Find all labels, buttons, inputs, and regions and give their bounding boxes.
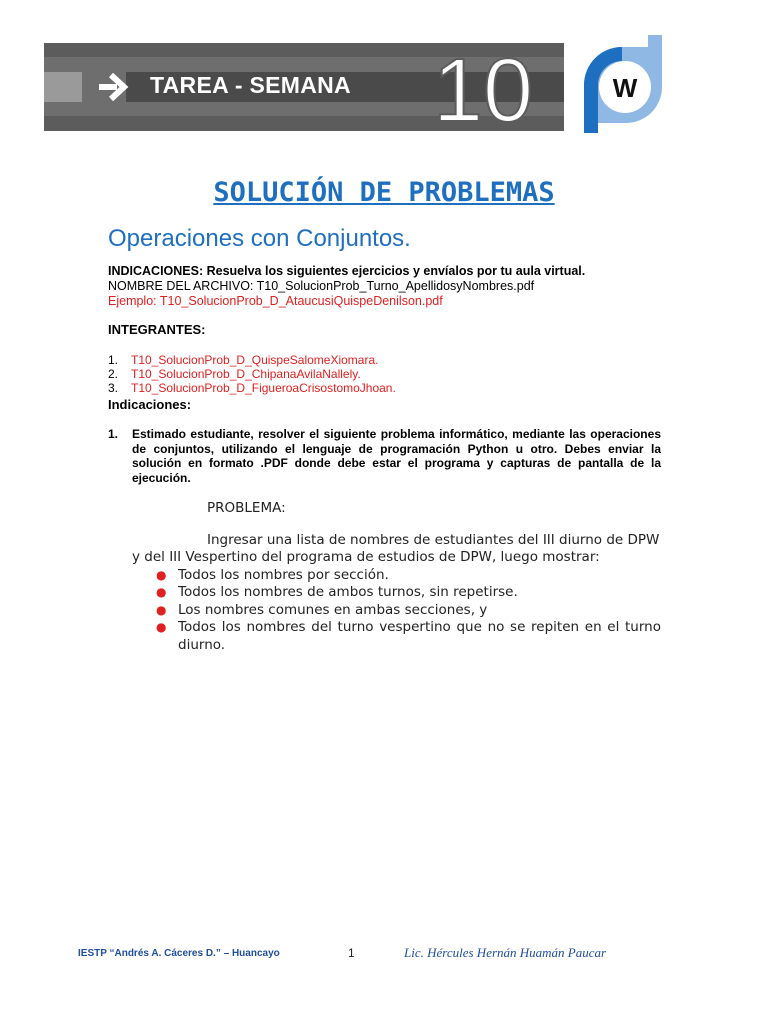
bullet-icon: ● [156,567,167,582]
task-item [108,427,661,485]
problem-bullets [132,567,661,655]
indications-heading: Indicaciones: [108,397,192,412]
members-heading: INTEGRANTES: [108,322,206,337]
bullet-text: Los nombres comunes en ambas secciones, y [178,601,488,618]
banner-title: TAREA - SEMANA [150,72,351,98]
week-number: 10 [433,41,534,141]
list-item [108,367,396,381]
list-number: 1. [108,353,119,367]
page-title: SOLUCIÓN DE PROBLEMAS [213,177,555,208]
list-item [108,353,396,367]
filename-format: NOMBRE DEL ARCHIVO: T10_SolucionProb_Turno_ApellidosyNombres.pdf [108,279,535,293]
problem-intro: Ingresar una lista de nombres de estudiantes del III diurno de DPW y del III Vespertino del programa de estudios de DPW, luego mostrar: [132,531,660,565]
list-item [132,619,661,654]
problem-label: PROBLEMA: [207,500,286,516]
bullet-text: Todos los nombres de ambos turnos, sin repetirse. [178,584,518,600]
arrow-right-icon [96,72,130,102]
task-number: 1. [108,427,119,441]
footer-author: Lic. Hércules Hernán Huamán Paucar [404,945,607,960]
member-name: T10_SolucionProb_D_QuispeSalomeXiomara. [131,353,379,367]
member-name: T10_SolucionProb_D_ChipanaAvilaNallely. [131,367,361,381]
list-item [132,584,661,602]
list-number: 2. [108,367,119,381]
bullet-icon: ● [156,602,167,617]
footer-institution: IESTP “Andrés A. Cáceres D.” – Huancayo [78,948,280,959]
list-item [132,567,661,585]
list-item [108,381,396,395]
list-number: 3. [108,381,119,395]
banner-arrow-box [44,72,82,102]
dpw-logo [578,35,666,133]
logo-letter: W [612,73,638,103]
members-list [108,353,396,395]
page-subtitle: Operaciones con Conjuntos. [108,225,411,252]
instructions-line: INDICACIONES: Resuelva los siguientes ejercicios y envíalos por tu aula virtual. [108,264,586,278]
bullet-text: Todos los nombres del turno vespertino que no se repiten en el turno diurno. [178,619,661,653]
bullet-icon: ● [156,620,167,634]
problem-block [132,500,661,654]
bullet-icon: ● [156,585,167,599]
page-number: 1 [348,946,355,960]
instructions-block [108,264,585,309]
task-text: Estimado estudiante, resolver el siguiente problema informático, mediante las operaciones de conjuntos, utilizando el lenguaje de programación Python u otro. Debes enviar la solución en formato .PDF donde debe estar el programa y capturas de pantalla de la ejecución. [132,427,661,485]
filename-example: Ejemplo: T10_SolucionProb_D_AtaucusiQuispeDenilson.pdf [108,294,443,308]
bullet-text: Todos los nombres por sección. [178,566,389,583]
list-item [132,602,661,620]
member-name: T10_SolucionProb_D_FigueroaCrisostomoJhoan. [131,381,396,395]
